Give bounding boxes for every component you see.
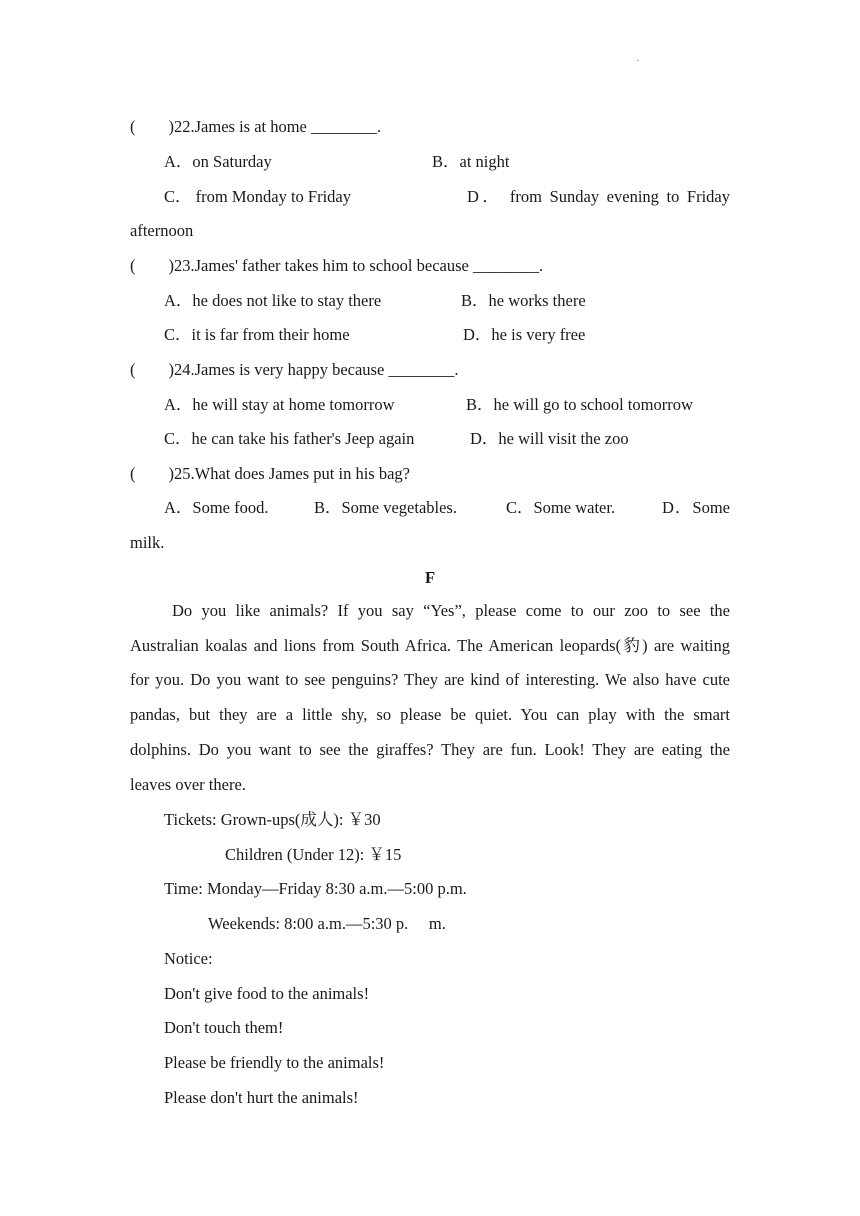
question-24-option-d: D．he will visit the zoo [470, 429, 629, 448]
question-22-option-c: C． from Monday to Friday [164, 187, 351, 206]
question-25-option-d: D．Some [662, 498, 730, 517]
question-23-option-b: B．he works there [461, 291, 586, 310]
header-mark: · [636, 56, 640, 67]
question-23-stem: ( )23.James' father takes him to school because ________. [130, 256, 544, 275]
time-weekday: Time: Monday—Friday 8:30 a.m.—5:00 p.m. [164, 879, 467, 898]
time-weekend: Weekends: 8:00 a.m.—5:30 p. m. [208, 914, 446, 933]
question-25-option-b: B．Some vegetables. [314, 498, 457, 517]
question-25-option-d-continued: milk. [130, 533, 165, 552]
question-22-option-d: D． from Sunday evening to Friday [467, 187, 730, 206]
notice-item: Don't touch them! [164, 1018, 284, 1037]
question-24-option-c: C．he can take his father's Jeep again [164, 429, 415, 448]
passage-line: pandas, but they are a little shy, so please be quiet. You can play with the smart [130, 705, 730, 725]
question-22-option-a: A．on Saturday [164, 152, 272, 171]
passage-line: Do you like animals? If you say “Yes”, please come to our zoo to see the [172, 601, 730, 620]
passage-line: leaves over there. [130, 774, 246, 794]
question-24-option-b: B．he will go to school tomorrow [466, 395, 693, 414]
notice-item: Please don't hurt the animals! [164, 1088, 359, 1107]
notice-item: Please be friendly to the animals! [164, 1053, 385, 1072]
notice-label: Notice: [164, 949, 213, 968]
passage-line: Australian koalas and lions from South Africa. The American leopards(豹) are waiting [130, 635, 730, 655]
question-24-stem: ( )24.James is very happy because ________. [130, 360, 459, 379]
notice-item: Don't give food to the animals! [164, 984, 370, 1003]
question-25-stem: ( )25.What does James put in his bag? [130, 464, 410, 483]
tickets-adult: Tickets: Grown-ups(成人): ￥30 [164, 810, 381, 829]
section-f-passage [130, 594, 730, 802]
passage-line: for you. Do you want to see penguins? They are kind of interesting. We also have cute [130, 670, 730, 690]
question-22-option-b: B．at night [432, 152, 510, 171]
question-22-option-d-continued: afternoon [130, 221, 194, 240]
question-24-option-a: A．he will stay at home tomorrow [164, 395, 395, 414]
tickets-child: Children (Under 12): ￥15 [225, 845, 402, 864]
question-22-stem: ( )22.James is at home ________. [130, 117, 382, 136]
question-23-option-c: C．it is far from their home [164, 325, 350, 344]
section-f-title: F [424, 568, 436, 587]
question-23-option-d: D．he is very free [463, 325, 586, 344]
question-25-option-a: A．Some food. [164, 498, 269, 517]
passage-line: dolphins. Do you want to see the giraffes? They are fun. Look! They are eating the [130, 739, 730, 759]
question-25-option-c: C．Some water. [506, 498, 616, 517]
question-23-option-a: A．he does not like to stay there [164, 291, 382, 310]
